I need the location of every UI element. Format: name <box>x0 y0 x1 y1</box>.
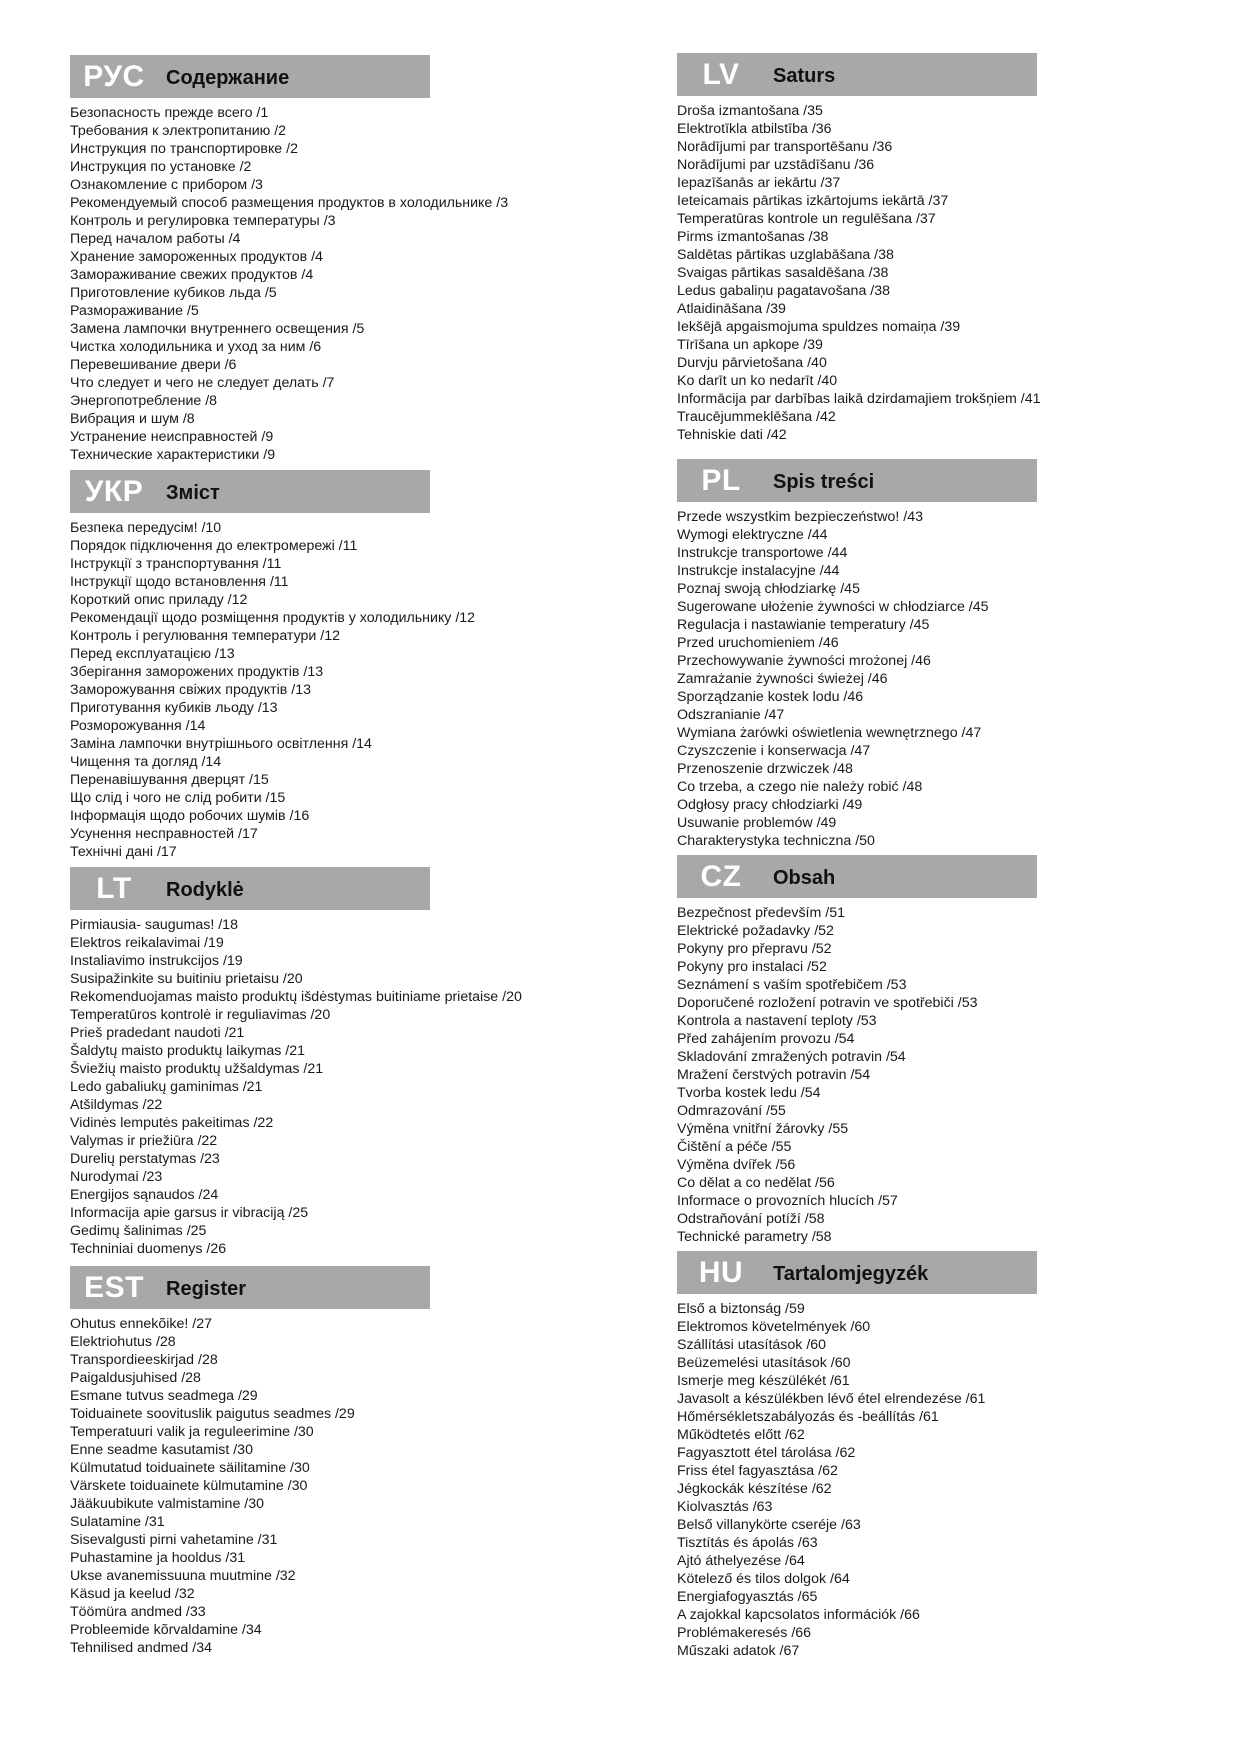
toc-entry: Ledus gabaliņu pagatavošana /38 <box>677 283 890 299</box>
toc-entry: Sisevalgusti pirni vahetamine /31 <box>70 1532 278 1548</box>
toc-entry: Első a biztonság /59 <box>677 1301 805 1317</box>
toc-entry: Чищення та догляд /14 <box>70 754 222 770</box>
toc-list <box>70 1315 550 1657</box>
toc-entry: Susipažinkite su buitiniu prietaisu /20 <box>70 971 303 987</box>
toc-entry: Ismerje meg készülékét /61 <box>677 1373 850 1389</box>
section-est <box>70 1266 550 1657</box>
toc-entry: Ohutus ennekõike! /27 <box>70 1316 212 1332</box>
section-language-code: EST <box>84 1271 144 1304</box>
toc-entry: Короткий опис приладу /12 <box>70 592 248 608</box>
toc-entry: Šaldytų maisto produktų laikymas /21 <box>70 1043 305 1059</box>
toc-entry: Traucējummeklēšana /42 <box>677 409 836 425</box>
toc-list <box>70 104 550 464</box>
toc-entry: Технічні дані /17 <box>70 844 177 860</box>
toc-entry: Ajtó áthelyezése /64 <box>677 1553 805 1569</box>
toc-entry: Töömüra andmed /33 <box>70 1604 206 1620</box>
toc-entry: Temperatūros kontrolė ir reguliavimas /20 <box>70 1007 331 1023</box>
toc-entry: Ko darīt un ko nedarīt /40 <box>677 373 838 389</box>
section-header <box>70 470 430 513</box>
toc-entry: Enne seadme kasutamist /30 <box>70 1442 253 1458</box>
toc-entry: Technické parametry /58 <box>677 1229 832 1245</box>
toc-entry: Prieš pradedant naudoti /21 <box>70 1025 245 1041</box>
toc-entry: Технические характеристики /9 <box>70 447 276 463</box>
section-header <box>70 867 430 910</box>
toc-entry: Nurodymai /23 <box>70 1169 163 1185</box>
toc-entry: Перенавішування дверцят /15 <box>70 772 269 788</box>
toc-entry: Elektros reikalavimai /19 <box>70 935 224 951</box>
toc-entry: Przed uruchomieniem /46 <box>677 635 839 651</box>
toc-entry: Hőmérsékletszabályozás és -beállítás /61 <box>677 1409 939 1425</box>
section-header <box>677 53 1037 96</box>
toc-entry: Инструкция по установке /2 <box>70 159 252 175</box>
toc-entry: Esmane tutvus seadmega /29 <box>70 1388 258 1404</box>
toc-entry: Výměna dvířek /56 <box>677 1157 796 1173</box>
toc-entry: Sugerowane ułożenie żywności w chłodziarce /45 <box>677 599 989 615</box>
toc-entry: Norādījumi par transportēšanu /36 <box>677 139 893 155</box>
toc-entry: Інструкції щодо встановлення /11 <box>70 574 289 590</box>
toc-entry: Tīrīšana un apkope /39 <box>677 337 823 353</box>
toc-entry: Ознакомление с прибором /3 <box>70 177 263 193</box>
toc-entry: Výměna vnitřní žárovky /55 <box>677 1121 849 1137</box>
toc-entry: Charakterystyka techniczna /50 <box>677 833 875 849</box>
toc-entry: Tisztítás és ápolás /63 <box>677 1535 818 1551</box>
toc-entry: Energijos sąnaudos /24 <box>70 1187 219 1203</box>
toc-entry: Замена лампочки внутреннего освещения /5 <box>70 321 365 337</box>
toc-entry: Odstraňování potíží /58 <box>677 1211 825 1227</box>
toc-entry: Informace o provozních hlucích /57 <box>677 1193 898 1209</box>
toc-entry: Mražení čerstvých potravin /54 <box>677 1067 871 1083</box>
toc-entry: Műszaki adatok /67 <box>677 1643 800 1659</box>
toc-entry: Przechowywanie żywności mrożonej /46 <box>677 653 931 669</box>
toc-entry: Svaigas pārtikas sasaldēšana /38 <box>677 265 889 281</box>
toc-entry: Kontrola a nastavení teploty /53 <box>677 1013 877 1029</box>
toc-entry: Зберігання заморожених продуктів /13 <box>70 664 324 680</box>
toc-entry: Jääkuubikute valmistamine /30 <box>70 1496 264 1512</box>
toc-list <box>677 102 1157 444</box>
toc-entry: Zamrażanie żywności świeżej /46 <box>677 671 888 687</box>
section-title: Obsah <box>773 867 836 889</box>
toc-entry: Чистка холодильника и уход за ним /6 <box>70 339 322 355</box>
toc-entry: Przenoszenie drzwiczek /48 <box>677 761 853 777</box>
toc-entry: Durvju pārvietošana /40 <box>677 355 827 371</box>
toc-entry: Что следует и чего не следует делать /7 <box>70 375 335 391</box>
toc-entry: Размораживание /5 <box>70 303 199 319</box>
toc-entry: Tehniskie dati /42 <box>677 427 787 443</box>
toc-entry: Rekomenduojamas maisto produktų išdėstymas buitiniame prietaise /20 <box>70 989 522 1005</box>
toc-entry: Рекомендуемый способ размещения продуктов в холодильнике /3 <box>70 195 509 211</box>
toc-list <box>677 1300 1157 1660</box>
toc-entry: Odmrazování /55 <box>677 1103 786 1119</box>
toc-entry: Energiafogyasztás /65 <box>677 1589 818 1605</box>
section-title: Spis treści <box>773 471 875 493</box>
toc-entry: Friss étel fagyasztása /62 <box>677 1463 838 1479</box>
section-title: Rodyklė <box>166 879 244 901</box>
toc-entry: Värskete toiduainete külmutamine /30 <box>70 1478 308 1494</box>
toc-entry: Instaliavimo instrukcijos /19 <box>70 953 243 969</box>
section-header <box>70 1266 430 1309</box>
toc-entry: Probleemide kõrvaldamine /34 <box>70 1622 262 1638</box>
toc-entry: Működtetés előtt /62 <box>677 1427 805 1443</box>
section-language-code: LV <box>702 58 740 91</box>
toc-list <box>70 916 550 1258</box>
toc-entry: Przede wszystkim bezpieczeństwo! /43 <box>677 509 924 525</box>
toc-entry: Doporučené rozložení potravin ve spotřebiči /53 <box>677 995 978 1011</box>
section-hu <box>677 1251 1157 1660</box>
toc-entry: Problémakeresés /66 <box>677 1625 812 1641</box>
toc-entry: Instrukcje transportowe /44 <box>677 545 848 561</box>
toc-entry: Külmutatud toiduainete säilitamine /30 <box>70 1460 310 1476</box>
section-title: Saturs <box>773 65 836 87</box>
toc-entry: Javasolt a készülékben lévő étel elrendezése /61 <box>677 1391 986 1407</box>
toc-entry: Рекомендації щодо розміщення продуктів у холодильнику /12 <box>70 610 476 626</box>
toc-entry: Elektrické požadavky /52 <box>677 923 834 939</box>
toc-entry: Хранение замороженных продуктов /4 <box>70 249 323 265</box>
toc-entry: Ledo gabaliukų gaminimas /21 <box>70 1079 263 1095</box>
toc-entry: Elektrotīkla atbilstība /36 <box>677 121 832 137</box>
toc-entry: Šviežių maisto produktų užšaldymas /21 <box>70 1061 324 1077</box>
section-language-code: HU <box>698 1256 744 1289</box>
toc-entry: Що слід і чого не слід робити /15 <box>70 790 286 806</box>
toc-entry: Valymas ir priežiūra /22 <box>70 1133 218 1149</box>
toc-list <box>677 508 1157 850</box>
toc-entry: Droša izmantošana /35 <box>677 103 823 119</box>
toc-entry: Instrukcje instalacyjne /44 <box>677 563 840 579</box>
toc-entry: Перед началом работы /4 <box>70 231 241 247</box>
toc-entry: Käsud ja keelud /32 <box>70 1586 195 1602</box>
section-language-code: PL <box>701 464 741 497</box>
section-lv <box>677 53 1157 444</box>
toc-entry: Temperatuuri valik ja reguleerimine /30 <box>70 1424 314 1440</box>
toc-entry: Elektromos követelmények /60 <box>677 1319 871 1335</box>
toc-entry: Pokyny pro přepravu /52 <box>677 941 832 957</box>
toc-list <box>70 519 550 861</box>
toc-entry: Перед експлуатацією /13 <box>70 646 235 662</box>
toc-entry: Informācija par darbības laikā dzirdamajiem trokšņiem /41 <box>677 391 1041 407</box>
toc-entry: Sulatamine /31 <box>70 1514 165 1530</box>
toc-entry: Tehnilised andmed /34 <box>70 1640 212 1656</box>
toc-entry: Vidinės lemputės pakeitimas /22 <box>70 1115 274 1131</box>
toc-entry: Контроль и регулировка температуры /3 <box>70 213 336 229</box>
toc-entry: Před zahájením provozu /54 <box>677 1031 855 1047</box>
section-language-code: УКР <box>84 475 144 508</box>
toc-entry: Poznaj swoją chłodziarkę /45 <box>677 581 860 597</box>
toc-list <box>677 904 1157 1246</box>
toc-entry: Iepazīšanās ar iekārtu /37 <box>677 175 841 191</box>
toc-entry: Jégkockák készítése /62 <box>677 1481 832 1497</box>
section-cz <box>677 855 1157 1246</box>
toc-entry: Fagyasztott étel tárolása /62 <box>677 1445 856 1461</box>
section-header <box>70 55 430 98</box>
section-language-code: РУС <box>83 60 145 93</box>
toc-entry: Co dělat a co nedělat /56 <box>677 1175 835 1191</box>
toc-entry: Ukse avanemissuuna muutmine /32 <box>70 1568 296 1584</box>
toc-entry: Усунення несправностей /17 <box>70 826 258 842</box>
toc-entry: A zajokkal kapcsolatos információk /66 <box>677 1607 920 1623</box>
section-title: Зміст <box>166 482 220 504</box>
toc-entry: Інструкції з транспортування /11 <box>70 556 282 572</box>
toc-entry: Приготовление кубиков льда /5 <box>70 285 277 301</box>
toc-entry: Co trzeba, a czego nie należy robić /48 <box>677 779 923 795</box>
toc-entry: Sporządzanie kostek lodu /46 <box>677 689 864 705</box>
toc-entry: Tvorba kostek ledu /54 <box>677 1085 821 1101</box>
toc-entry: Transpordieeskirjad /28 <box>70 1352 218 1368</box>
toc-entry: Безпека передусім! /10 <box>70 520 222 536</box>
toc-entry: Pirms izmantošanas /38 <box>677 229 829 245</box>
section-title: Содержание <box>166 67 290 89</box>
toc-entry: Regulacja i nastawianie temperatury /45 <box>677 617 930 633</box>
toc-entry: Odszranianie /47 <box>677 707 785 723</box>
toc-entry: Kiolvasztás /63 <box>677 1499 773 1515</box>
section-ru <box>70 55 550 464</box>
toc-entry: Pirmiausia- saugumas! /18 <box>70 917 238 933</box>
section-uk <box>70 470 550 861</box>
toc-entry: Порядок підключення до електромережі /11 <box>70 538 358 554</box>
toc-entry: Заморожування свіжих продуктів /13 <box>70 682 312 698</box>
section-title: Tartalomjegyzék <box>773 1263 929 1285</box>
toc-entry: Требования к электропитанию /2 <box>70 123 287 139</box>
toc-entry: Durelių perstatymas /23 <box>70 1151 220 1167</box>
toc-entry: Gedimų šalinimas /25 <box>70 1223 207 1239</box>
toc-entry: Энергопотребление /8 <box>70 393 218 409</box>
toc-entry: Контроль і регулювання температури /12 <box>70 628 340 644</box>
toc-entry: Usuwanie problemów /49 <box>677 815 837 831</box>
toc-entry: Seznámení s vaším spotřebičem /53 <box>677 977 907 993</box>
toc-entry: Čištění a péče /55 <box>677 1139 792 1155</box>
toc-entry: Norādījumi par uzstādīšanu /36 <box>677 157 875 173</box>
section-title: Register <box>166 1278 247 1300</box>
toc-entry: Устранение неисправностей /9 <box>70 429 274 445</box>
toc-entry: Belső villanykörte cseréje /63 <box>677 1517 861 1533</box>
toc-entry: Temperatūras kontrole un regulēšana /37 <box>677 211 936 227</box>
section-pl <box>677 459 1157 850</box>
toc-entry: Beüzemelési utasítások /60 <box>677 1355 851 1371</box>
toc-entry: Czyszczenie i konserwacja /47 <box>677 743 871 759</box>
section-lt <box>70 867 550 1258</box>
toc-entry: Ieteicamais pārtikas izkārtojums iekārtā /37 <box>677 193 949 209</box>
toc-entry: Вибрация и шум /8 <box>70 411 195 427</box>
toc-entry: Informacija apie garsus ir vibraciją /25 <box>70 1205 309 1221</box>
toc-entry: Techniniai duomenys /26 <box>70 1241 227 1257</box>
section-header <box>677 855 1037 898</box>
toc-entry: Atšildymas /22 <box>70 1097 163 1113</box>
toc-entry: Atlaidināšana /39 <box>677 301 786 317</box>
toc-entry: Skladování zmražených potravin /54 <box>677 1049 906 1065</box>
toc-entry: Инструкция по транспортировке /2 <box>70 141 298 157</box>
toc-entry: Приготування кубиків льоду /13 <box>70 700 278 716</box>
toc-entry: Elektriohutus /28 <box>70 1334 176 1350</box>
section-language-code: LT <box>96 872 132 905</box>
toc-entry: Wymogi elektryczne /44 <box>677 527 828 543</box>
toc-entry: Puhastamine ja hooldus /31 <box>70 1550 246 1566</box>
toc-entry: Bezpečnost především /51 <box>677 905 845 921</box>
toc-entry: Безопасность прежде всего /1 <box>70 105 269 121</box>
toc-entry: Odgłosy pracy chłodziarki /49 <box>677 797 863 813</box>
section-header <box>677 459 1037 502</box>
toc-entry: Розморожування /14 <box>70 718 206 734</box>
toc-entry: Iekšējā apgaismojuma spuldzes nomaiņa /39 <box>677 319 961 335</box>
toc-entry: Wymiana żarówki oświetlenia wewnętrznego /47 <box>677 725 982 741</box>
section-language-code: CZ <box>700 860 742 893</box>
toc-entry: Pokyny pro instalaci /52 <box>677 959 827 975</box>
toc-entry: Szállítási utasítások /60 <box>677 1337 827 1353</box>
toc-entry: Заміна лампочки внутрішнього освітлення /14 <box>70 736 372 752</box>
toc-entry: Paigaldusjuhised /28 <box>70 1370 201 1386</box>
toc-entry: Kötelező és tilos dolgok /64 <box>677 1571 850 1587</box>
toc-entry: Saldētas pārtikas uzglabāšana /38 <box>677 247 894 263</box>
toc-entry: Toiduainete soovituslik paigutus seadmes /29 <box>70 1406 355 1422</box>
toc-entry: Перевешивание двери /6 <box>70 357 237 373</box>
section-header <box>677 1251 1037 1294</box>
toc-entry: Замораживание свежих продуктов /4 <box>70 267 314 283</box>
toc-entry: Інформація щодо робочих шумів /16 <box>70 808 310 824</box>
